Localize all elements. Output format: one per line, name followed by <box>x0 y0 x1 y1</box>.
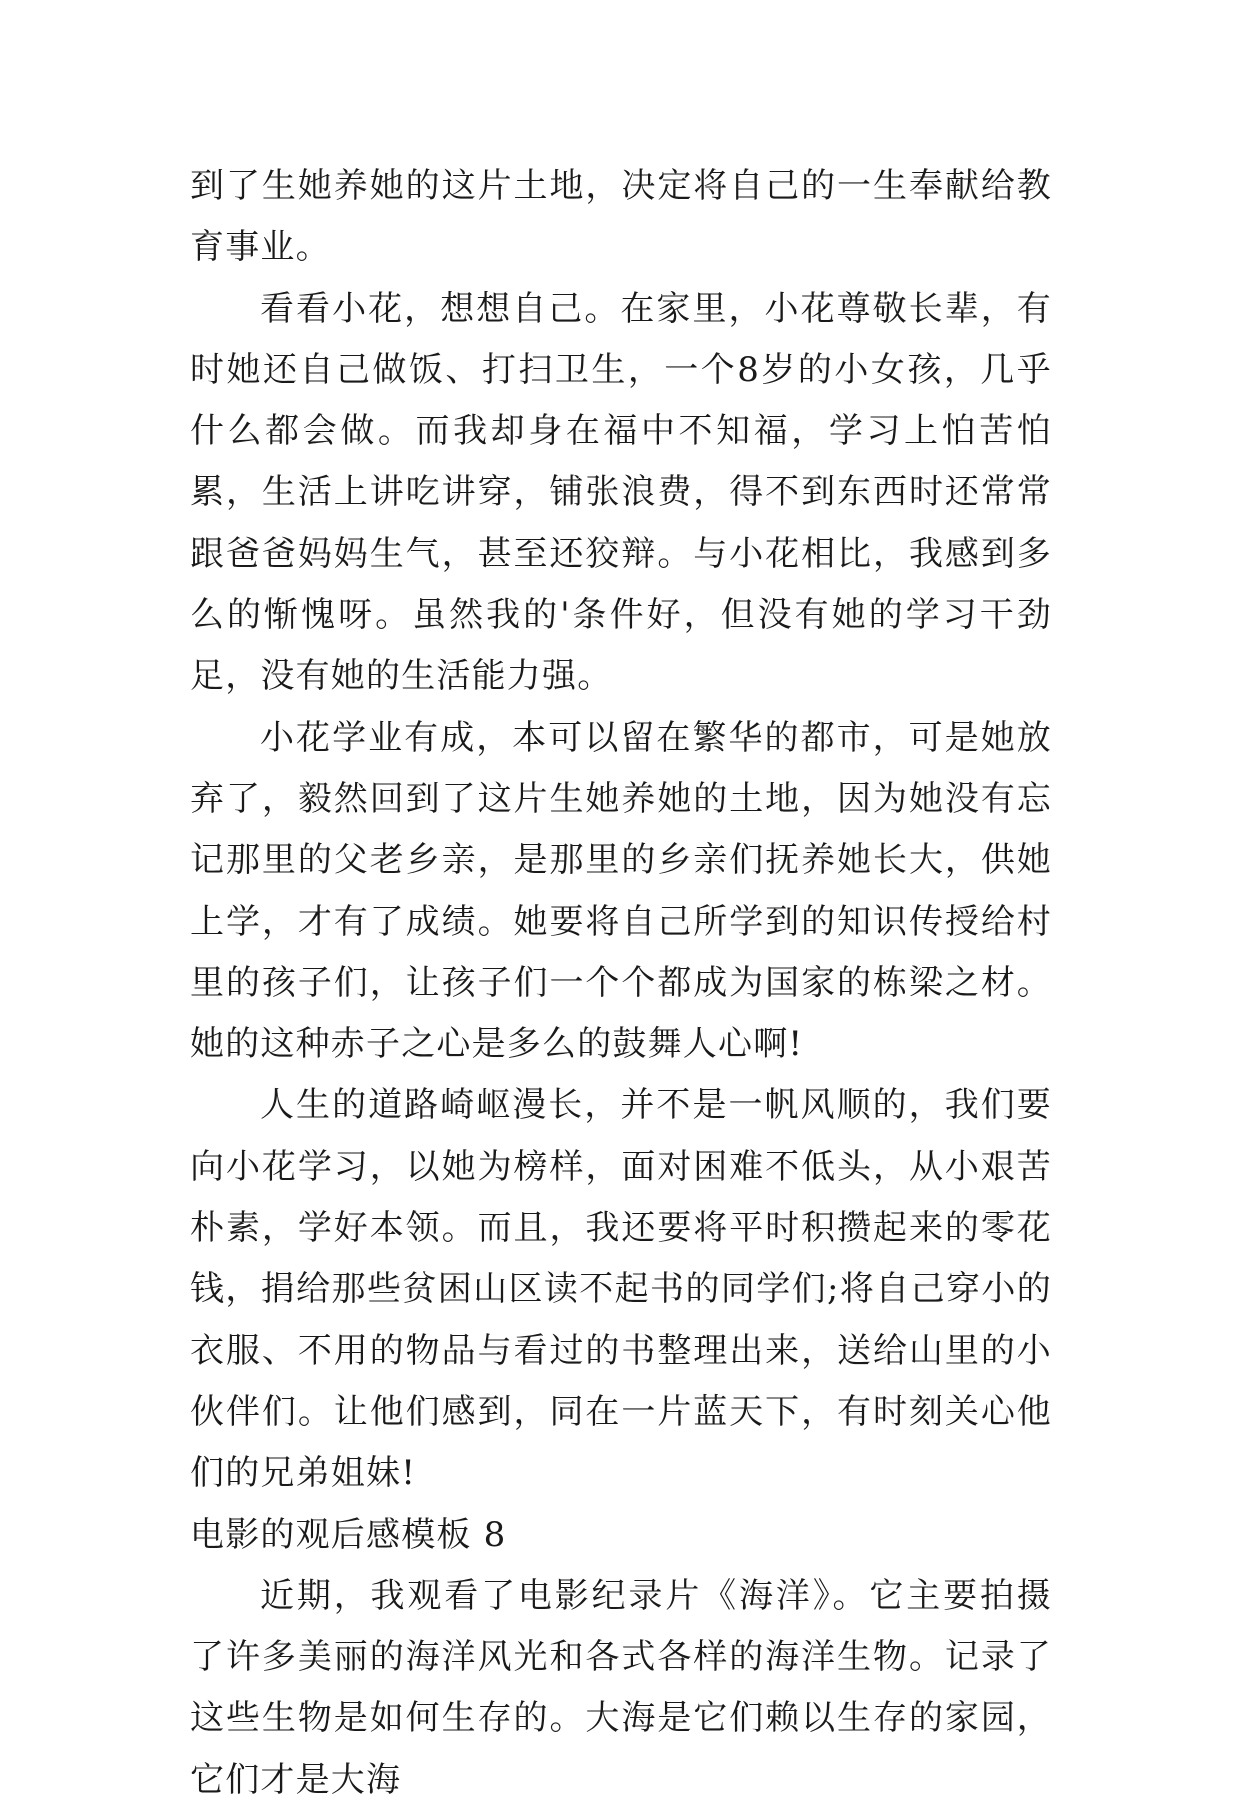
paragraph: 近期，我观看了电影纪录片《海洋》。它主要拍摄了许多美丽的海洋风光和各式各样的海洋生物。记录了这些生物是如何生存的。大海是它们赖以生存的家园，它们才是大海 <box>190 1575 1052 1800</box>
paragraph: 看看小花，想想自己。在家里，小花尊敬长辈，有时她还自己做饭、打扫卫生，一个8岁的小女孩，几乎什么都会做。而我却身在福中不知福，学习上怕苦怕累，生活上讲吃讲穿，铺张浪费，得不到东西时还常常跟爸爸妈妈生气，甚至还狡辩。与小花相比，我感到多么的惭愧呀。虽然我的'条件好，但没有她的学习干劲足，没有她的生活能力强。 <box>190 288 1052 697</box>
section-heading: 电影的观后感模板 8 <box>190 1514 507 1555</box>
paragraph: 小花学业有成，本可以留在繁华的都市，可是她放弃了，毅然回到了这片生她养她的土地，因为她没有忘记那里的父老乡亲，是那里的乡亲们抚养她长大，供她上学，才有了成绩。她要将自己所学到的知识传授给村里的孩子们，让孩子们一个个都成为国家的栋梁之材。她的这种赤子之心是多么的鼓舞人心啊! <box>190 717 1052 1065</box>
paragraph: 到了生她养她的这片土地，决定将自己的一生奉献给教育事业。 <box>190 166 1052 268</box>
paragraph: 人生的道路崎岖漫长，并不是一帆风顺的，我们要向小花学习，以她为榜样，面对困难不低头，从小艰苦朴素，学好本领。而且，我还要将平时积攒起来的零花钱，捐给那些贫困山区读不起书的同学们;将自己穿小的衣服、不用的物品与看过的书整理出来，送给山里的小伙伴们。让他们感到，同在一片蓝天下，有时刻关心他们的兄弟姐妹! <box>190 1085 1052 1494</box>
document-body <box>190 156 1052 1811</box>
